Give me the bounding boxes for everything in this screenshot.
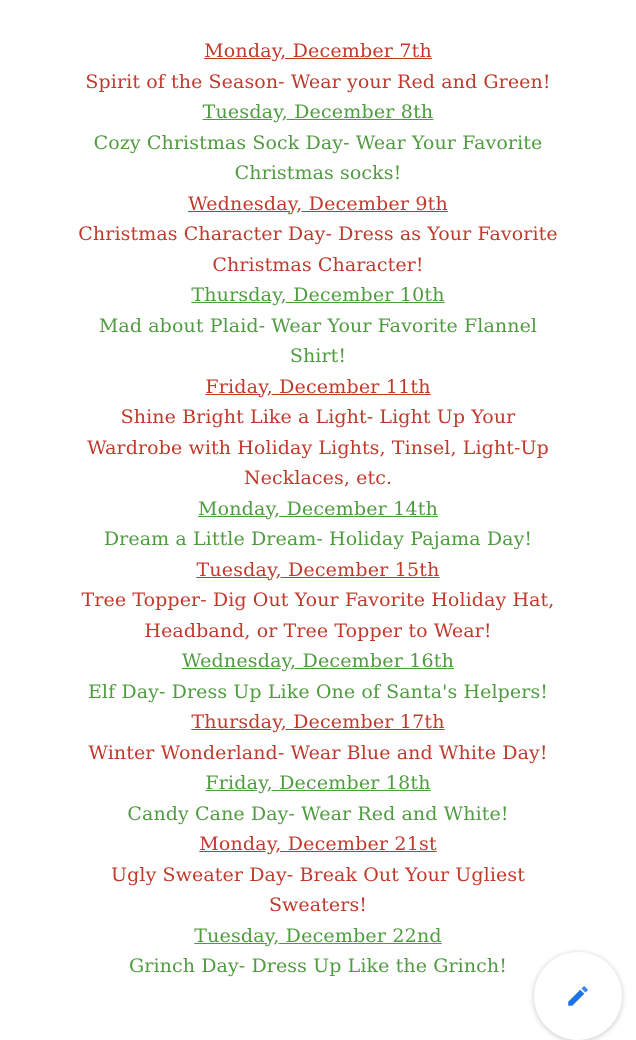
entry-description: Cozy Christmas Sock Day- Wear Your Favorite Christmas socks! [93, 131, 543, 184]
entry-date: Monday, December 7th [204, 40, 432, 62]
entry-date: Thursday, December 10th [191, 284, 445, 306]
entry-description: Ugly Sweater Day- Break Out Your Ugliest Sweaters! [111, 863, 525, 916]
entry-description: Shine Bright Like a Light- Light Up Your Wardrobe with Holiday Lights, Tinsel, Light-Up Necklaces, etc. [87, 406, 549, 489]
entry-description: Grinch Day- Dress Up Like the Grinch! [129, 955, 507, 977]
entry-date: Tuesday, December 22nd [194, 924, 442, 947]
schedule-entry [72, 372, 564, 494]
schedule-entry [72, 646, 564, 707]
entry-description: Elf Day- Dress Up Like One of Santa's Helpers! [87, 680, 549, 703]
entry-date: Wednesday, December 9th [188, 192, 448, 215]
entry-description: Dream a Little Dream- Holiday Pajama Day! [103, 528, 533, 550]
entry-description: Tree Topper- Dig Out Your Favorite Holiday Hat, Headband, or Tree Topper to Wear! [81, 589, 555, 642]
schedule-entry [72, 36, 564, 97]
schedule-entry [72, 189, 564, 281]
edit-fab-button[interactable] [534, 952, 622, 1040]
spirit-week-schedule [72, 36, 564, 982]
schedule-entry [72, 768, 564, 829]
entry-date: Wednesday, December 16th [181, 650, 455, 672]
entry-date: Friday, December 18th [205, 772, 431, 794]
schedule-entry [72, 494, 564, 555]
entry-description: Candy Cane Day- Wear Red and White! [127, 802, 509, 825]
schedule-entry [72, 97, 564, 189]
entry-description: Spirit of the Season- Wear your Red and Green! [85, 70, 551, 93]
schedule-entry [72, 707, 564, 768]
entry-date: Tuesday, December 15th [196, 558, 440, 581]
schedule-entry [72, 921, 564, 982]
schedule-entry [72, 829, 564, 921]
entry-description: Winter Wonderland- Wear Blue and White Day! [88, 741, 548, 764]
entry-date: Friday, December 11th [205, 375, 431, 398]
schedule-entry [72, 555, 564, 647]
entry-date: Monday, December 21st [199, 833, 437, 855]
edit-pencil-icon [565, 983, 591, 1009]
schedule-entry [72, 280, 564, 372]
entry-description: Mad about Plaid- Wear Your Favorite Flannel Shirt! [98, 314, 538, 367]
entry-description: Christmas Character Day- Dress as Your Favorite Christmas Character! [78, 223, 558, 276]
entry-date: Monday, December 14th [197, 497, 439, 520]
entry-date: Tuesday, December 8th [202, 101, 434, 123]
entry-date: Thursday, December 17th [191, 711, 445, 733]
